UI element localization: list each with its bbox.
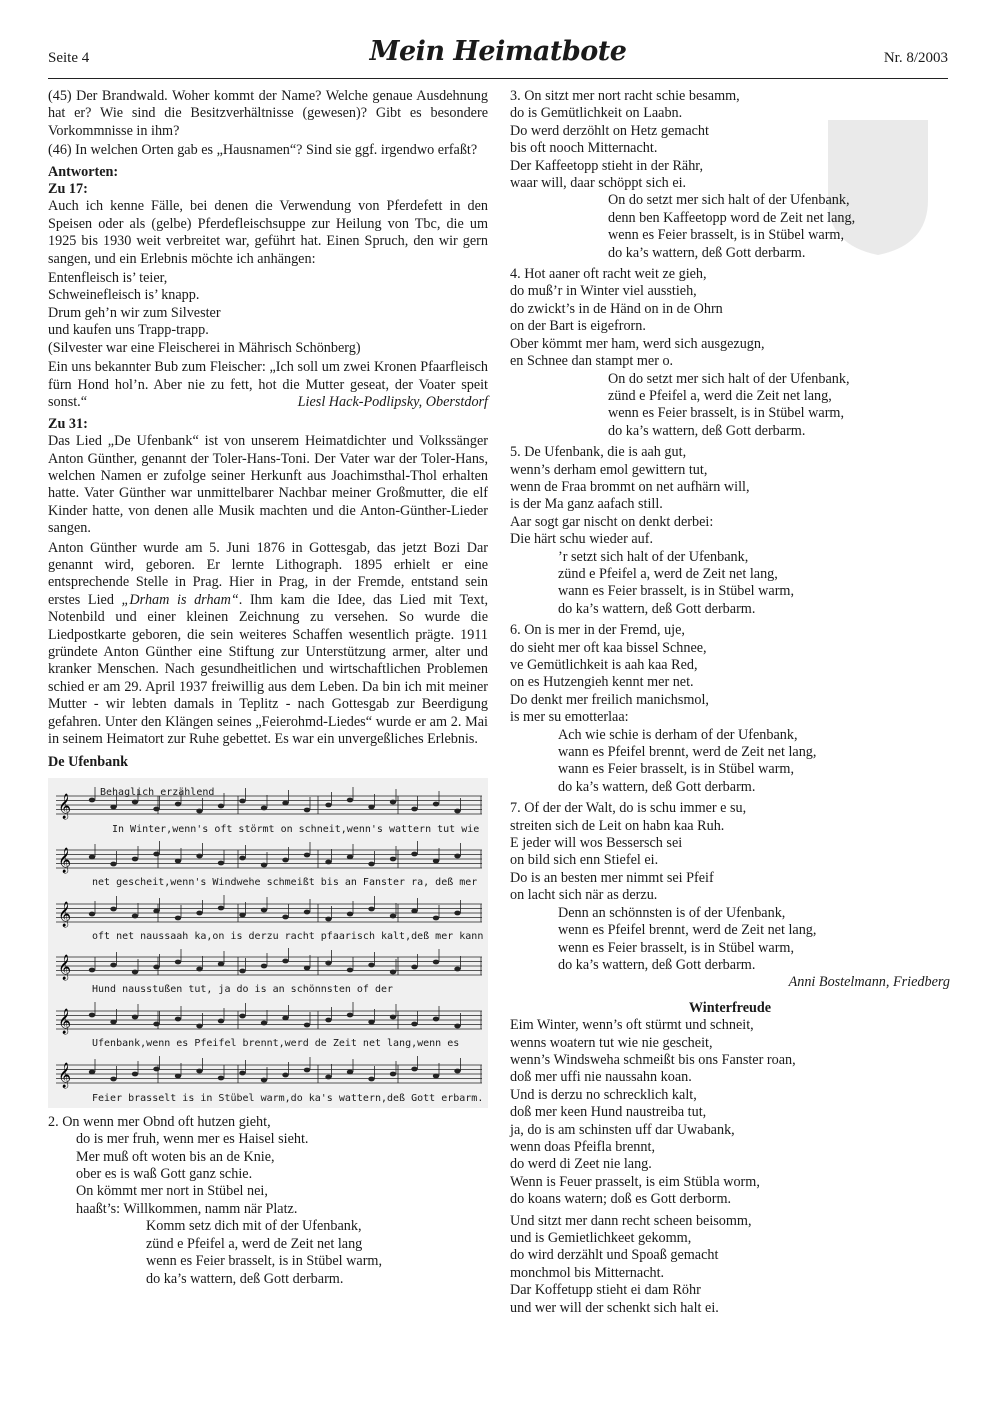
note-head	[325, 1074, 331, 1079]
verse-line: on bild sich enn Stiefel ei.	[510, 852, 659, 869]
note-head	[132, 856, 138, 861]
refrain-line: Denn an schönnsten is of der Ufenbank,	[558, 904, 786, 921]
winterfreude-title: Winterfreude	[688, 999, 772, 1016]
note-head	[110, 962, 116, 967]
issue-number: Nr. 8/2003	[883, 50, 948, 66]
verse-2	[48, 1114, 488, 1288]
note-head	[368, 906, 374, 911]
refrain-line: wenn es Feier brasselt, is in Stübel warm,	[146, 1253, 383, 1270]
refrain-line: do ka’s wattern, deß Gott derbarm.	[608, 422, 806, 439]
verse-line: Do is an besten mer nimmt sei Pfeif	[510, 869, 714, 886]
note-head	[132, 1071, 138, 1076]
note-head	[261, 1020, 267, 1025]
note-head	[132, 1014, 138, 1019]
poem-line: doß mer keen Hund naustreiba tut,	[510, 1104, 707, 1121]
note-head	[390, 1014, 396, 1019]
refrain-line: ’r setzt sich halt of der Ufenbank,	[558, 548, 749, 565]
note-head	[196, 808, 202, 813]
note-head	[89, 854, 95, 859]
refrain-line: do ka’s wattern, deß Gott derbarm.	[558, 778, 756, 795]
note-head	[282, 914, 288, 919]
note-head	[433, 801, 439, 806]
verse-line: 7. Of der der Walt, do is schu immer e su,	[510, 800, 747, 817]
note-head	[175, 915, 181, 920]
refrain-line: wann es Feier brasselt, is in Stübel warm,	[558, 583, 795, 600]
verse-line: Mer muß oft woten bis an de Knie,	[76, 1148, 275, 1165]
note-head	[411, 1021, 417, 1026]
verse-line: en Schnee dan stampt mer o.	[510, 353, 674, 370]
zu31-heading: Zu 31:	[48, 415, 88, 432]
page-number: Seite 4	[48, 50, 90, 66]
right-column	[510, 88, 950, 1317]
note-head	[390, 913, 396, 918]
note-head	[433, 915, 439, 920]
note-head	[454, 853, 460, 858]
note-head	[325, 916, 331, 921]
note-head	[239, 1013, 245, 1018]
note-head	[175, 858, 181, 863]
treble-clef-icon: 𝄞	[58, 793, 72, 819]
refrain-line: wenn es Feier brasselt, is in Stübel warm,	[608, 227, 845, 244]
verse-line: streiten sich de Leit on habn kaa Ruh.	[510, 817, 725, 834]
verse-line: Die härt schu wieder auf.	[510, 531, 653, 548]
left-column	[48, 88, 488, 1288]
note-head	[411, 964, 417, 969]
note-head	[282, 958, 288, 963]
verse-line: E jeder will wos Bessersch sei	[510, 835, 683, 852]
poem-line: Und is derzu no schrecklich kalt,	[510, 1086, 697, 1103]
note-head	[368, 962, 374, 967]
note-head	[196, 853, 202, 858]
note-head	[411, 851, 417, 856]
note-head	[433, 1016, 439, 1021]
verse-line: waar will, daar schöppt sich ei.	[510, 175, 687, 192]
zu31-text-a: Anton Günther wurde am 5. Juni 1876 in Gottesgab, das jetzt Bozi Dar genannt wird, geboren. Er lernte Lithograph. 1895 erhielt er eine entsprechende Stelle in Prag. Hier in Prag, in der Fremde, entstand sein erstes Lied	[48, 539, 488, 608]
show-through-crest	[818, 110, 938, 260]
lyric-line: Hund nausstußen tut, ja do is an schönnsten of der	[92, 983, 394, 995]
refrain-line: On do setzt mer sich halt of der Ufenbank,	[608, 192, 850, 209]
note-head	[218, 905, 224, 910]
note-head	[89, 797, 95, 802]
note-head	[218, 860, 224, 865]
poem-line: doß mer uffi nie naussahn koan.	[510, 1069, 692, 1086]
lyric-line: In Winter,wenn's oft störmt on schneit,wenn's wattern tut wie	[112, 823, 480, 835]
winterfreude-stanza-1	[510, 1017, 950, 1208]
note-head	[390, 799, 396, 804]
verse-line: Do werd derzöhlt on Hetz gemacht	[510, 122, 709, 139]
note-head	[390, 856, 396, 861]
refrain-line: wenn es Pfeifel brennt, werd de Zeit net lang,	[558, 922, 817, 939]
note-head	[175, 1016, 181, 1021]
question-46: (46) In welchen Orten gab es „Hausnamen“? Sind sie ggf. irgendwo erfaßt?	[48, 142, 478, 159]
note-head	[325, 859, 331, 864]
note-head	[411, 1066, 417, 1071]
note-head	[175, 801, 181, 806]
note-head	[454, 910, 460, 915]
answers-heading: Antworten:	[48, 163, 119, 180]
refrain-line: Ach wie schie is derham of der Ufenbank,	[558, 726, 798, 743]
zu31-paragraph-2	[48, 540, 488, 749]
note-head	[282, 800, 288, 805]
note-head	[347, 1069, 353, 1074]
refrain-line: wenn es Feier brasselt, is in Stübel warm,	[608, 405, 845, 422]
verse-4	[510, 266, 950, 440]
verse-line: haaßt’s: Willkommen, namm när Platz.	[76, 1200, 298, 1217]
saying-line: Schweinefleisch is’ knapp.	[48, 287, 200, 304]
note-head	[368, 861, 374, 866]
note-head	[390, 969, 396, 974]
note-head	[239, 912, 245, 917]
page-header	[48, 36, 948, 72]
saying-line: (Silvester war eine Fleischerei in Mährisch Schönberg)	[48, 339, 361, 356]
masthead-logo: Mein Heimatbote	[369, 36, 627, 67]
poem-line: do koans watern; doß es Gott derborm.	[510, 1191, 732, 1208]
treble-clef-icon: 𝄞	[58, 1062, 72, 1088]
verse-line: On kömmt mer nort in Stübel nei,	[76, 1183, 268, 1200]
note-head	[282, 1072, 288, 1077]
poem-line: wenns woatern tut wie nie gescheit,	[510, 1034, 713, 1051]
poem-line: Wenn is Feuer prasselt, is eim Stübla worm,	[510, 1173, 760, 1190]
note-head	[304, 965, 310, 970]
note-head	[282, 1015, 288, 1020]
verse-line: do muß’r in Winter viel ausstieh,	[510, 283, 697, 300]
verse-line: do zwickt’s in de Händ on in de Ohrn	[510, 300, 723, 317]
note-head	[325, 802, 331, 807]
note-head	[89, 1069, 95, 1074]
note-head	[261, 1077, 267, 1082]
poem-line: monchmol bis Mitternacht.	[510, 1264, 665, 1281]
verse-6	[510, 622, 950, 796]
refrain-line: do ka’s wattern, deß Gott derbarm.	[146, 1270, 344, 1287]
note-head	[454, 966, 460, 971]
note-head	[390, 1071, 396, 1076]
verse-line: ober es is waß Gott ganz schie.	[76, 1166, 253, 1183]
note-head	[153, 908, 159, 913]
saying-verse	[48, 270, 488, 357]
verse-line: do is mer fruh, wenn mer es Haisel sieht.	[76, 1131, 309, 1148]
header-rule	[48, 78, 948, 79]
verse-line: do sieht mer oft kaa bissel Schnee,	[510, 639, 707, 656]
poem-line: und is Gemietlichkeet gekomm,	[510, 1230, 692, 1246]
lyric-line: oft net naussaah ka,on is derzu racht pfaarisch kalt,deß mer kann	[92, 930, 484, 942]
verse-line: Ober kömmt mer ham, werd sich ausgezugn,	[510, 335, 765, 352]
note-head	[304, 852, 310, 857]
note-head	[368, 804, 374, 809]
note-head	[454, 1068, 460, 1073]
refrain-line: wann es Feier brasselt, is in Stübel warm,	[558, 761, 795, 778]
note-head	[347, 1012, 353, 1017]
treble-clef-icon: 𝄞	[58, 901, 72, 927]
note-head	[218, 1018, 224, 1023]
note-head	[304, 909, 310, 914]
note-head	[347, 797, 353, 802]
note-head	[153, 851, 159, 856]
verse-line: wenn de Fraa brommt on net aufhärn will,	[510, 478, 750, 495]
zu17-heading: Zu 17:	[48, 181, 88, 198]
poem-line: ja, do is am schinsten uff dar Uwabank,	[510, 1121, 735, 1138]
lyric-line: Feier brasselt is in Stübel warm,do ka's wattern,deß Gott erbarm.	[92, 1092, 484, 1104]
refrain-line: zünd e Pfeifel a, werd die Zeit net lang,	[608, 387, 832, 404]
refrain-line: wenn es Feier brasselt, is in Stübel warm,	[558, 939, 795, 956]
note-head	[368, 1076, 374, 1081]
note-head	[218, 803, 224, 808]
anecdote-text: Ein uns bekannter Bub zum Fleischer: „Ich soll um zwei Kronen Pfaarfleisch fürn Hond hol’n. Aber nie zu fett, hot die Mutter geseat, der Voater speit sonst.“	[48, 359, 488, 410]
note-head	[239, 968, 245, 973]
zu31-text-b: . Ihm kam die Idee, das Lied mit Text, Notenbild und einer kleinen Zeichnung zu versehen. So wurde die Liedpostkarte geboren, die sein weiteres Schaffen wesentlich prägte. 1911 gründete Anton Günther eine Stiftung zur Unterstützung armer, alter und kranker Menschen. Nach gesundheitlichen und wirtschaftlichen Problemen schied er am 29. April 1937 freiwillig aus dem Leben. Da bin ich mit meiner Mutter - wir lebten damals in Teplitz - nach Gottesgab zur Beerdigung gefahren. Unter den Klängen seines „Feierohmd-Liedes“ wurde er am 2. Mai in seinem Heimatort zur Ruhe gebettet. Es war ein unvergeßliches Erlebnis.	[48, 591, 488, 748]
verse-line: 2. On wenn mer Obnd oft hutzen gieht,	[48, 1113, 271, 1130]
note-head	[153, 964, 159, 969]
refrain-line: zünd e Pfeifel a, werd de Zeit net lang,	[558, 565, 778, 582]
note-head	[454, 808, 460, 813]
note-head	[454, 1023, 460, 1028]
verse-line: ve Gemütlichkeit is aah kaa Red,	[510, 657, 698, 673]
note-head	[239, 1070, 245, 1075]
tempo-marking: Behaglich erzählend	[100, 786, 215, 798]
treble-clef-icon: 𝄞	[58, 847, 72, 873]
poem-line: wenn doas Pfeifla brennt,	[510, 1138, 655, 1155]
note-head	[261, 862, 267, 867]
lyric-line: net gescheit,wenn's Windwehe schmeißt bis an Fanster ra, deß mer	[92, 876, 478, 888]
verse-line: Der Kaffeetopp stieht in der Rähr,	[510, 157, 703, 174]
verse-line: Do denkt mer freilich manichsmol,	[510, 691, 709, 708]
verse-7	[510, 800, 950, 974]
poem-line: Eim Winter, wenn’s oft stürmt und schneit,	[510, 1017, 754, 1034]
note-head	[433, 959, 439, 964]
note-head	[282, 857, 288, 862]
refrain-line: do ka’s wattern, deß Gott derbarm.	[558, 956, 756, 973]
note-head	[368, 1019, 374, 1024]
note-head	[196, 910, 202, 915]
winterfreude-stanza-2	[510, 1213, 950, 1317]
note-head	[89, 967, 95, 972]
zu31-paragraph-1: Das Lied „De Ufenbank“ ist von unserem Heimatdichter und Volkssänger Anton Günther, genannt der Toler-Hans-Toni. Der Vater war der Toler-Hans, welchen Namen er zufolge seiner Herkunft aus Joachimsthal-Thol erhalten hatte. Vater Günther war unmittelbarer Nachbar meiner Großmutter, die elf Kinder hatte, von denen alle Musik machten und die Anton-Günther-Lieder sangen.	[48, 433, 488, 537]
song-title: De Ufenbank	[48, 754, 129, 771]
anecdote-author: Liesl Hack-Podlipsky, Oberstdorf	[297, 394, 488, 411]
note-head	[110, 804, 116, 809]
verse-line: on der Bart is eigefrorn.	[510, 318, 646, 335]
note-head	[218, 961, 224, 966]
refrain-line: wann es Pfeifel brennt, werd de Zeit net lang,	[558, 744, 817, 761]
note-head	[218, 1075, 224, 1080]
poem-line: und wer will der schenkt sich halt ei.	[510, 1299, 719, 1316]
note-head	[347, 911, 353, 916]
note-head	[153, 1066, 159, 1071]
treble-clef-icon: 𝄞	[58, 954, 72, 980]
note-head	[261, 805, 267, 810]
question-45: (45) Der Brandwald. Woher kommt der Name? Welche genaue Ausdehnung hat er? Wie sind die Besitzverhältnisse (gewesen)? Gibt es besondere Vorkommnisse in ihm?	[48, 88, 488, 139]
note-head	[153, 1021, 159, 1026]
verse-line: is mer su emotterlaa:	[510, 709, 629, 726]
poem-line: do wird derzählt und Spoaß gemacht	[510, 1247, 719, 1264]
sheet-music	[48, 778, 488, 1108]
poem-line: Dar Koffetupp stieht ei dam Röhr	[510, 1282, 701, 1299]
refrain-line: denn ben Kaffeetopp word de Zeit net lang,	[608, 209, 856, 226]
note-head	[153, 806, 159, 811]
note-head	[239, 798, 245, 803]
note-head	[433, 1073, 439, 1078]
saying-line: Drum geh’n wir zum Silvester	[48, 304, 221, 321]
refrain-line: do ka’s wattern, deß Gott derbarm.	[608, 244, 806, 261]
note-head	[411, 908, 417, 913]
note-head	[325, 1017, 331, 1022]
verse-line: on lacht sich när as derzu.	[510, 887, 658, 904]
verse-line: Aar sogt gar nischt on denkt derbei:	[510, 513, 714, 530]
note-head	[175, 1073, 181, 1078]
note-head	[196, 1023, 202, 1028]
saying-line: und kaufen uns Trapp-trapp.	[48, 322, 209, 339]
note-head	[239, 855, 245, 860]
verse-line: 4. Hot aaner oft racht weit ze gieh,	[510, 266, 707, 283]
note-head	[325, 960, 331, 965]
note-head	[89, 911, 95, 916]
refrain-line: On do setzt mer sich halt of der Ufenbank,	[608, 370, 850, 387]
note-head	[433, 858, 439, 863]
poem-line: Und sitzt mer dann recht scheen beisomm,	[510, 1212, 752, 1229]
lyric-line: Ufenbank,wenn es Pfeifel brennt,werd de Zeit net lang,wenn es	[92, 1037, 460, 1049]
verse-line: 5. De Ufenbank, die is aah gut,	[510, 444, 687, 461]
note-head	[304, 807, 310, 812]
verse-line: on es Hutzengieh kennt mer net.	[510, 674, 694, 691]
note-head	[304, 1022, 310, 1027]
zu17-text: Auch ich kenne Fälle, bei denen die Verwendung von Pferdefett in den Speisen oder als (gelbe) Pferdefleischsuppe zur Heilung von Tbc, die um 1925 bis 1930 weit verbreitet war, geführt hat. Einen Spruch, den wir gern sangen, und ein Erlebnis möchte ich anhängen:	[48, 198, 488, 267]
verse-line: 3. On sitzt mer nort racht schie besamm,	[510, 88, 740, 104]
song-title-inline: „Drham is drham“	[121, 591, 239, 608]
verse-line: is der Ma ganz aafach still.	[510, 496, 663, 513]
note-head	[261, 907, 267, 912]
verse-line: bis oft nooch Mitternacht.	[510, 140, 658, 157]
refrain-line: zünd e Pfeifel a, werd de Zeit net lang	[146, 1235, 363, 1252]
verse-line: 6. On is mer in der Fremd, uje,	[510, 622, 685, 639]
verse-line: do is Gemütlichkeit on Laabn.	[510, 105, 683, 122]
verse-5	[510, 444, 950, 618]
note-head	[261, 963, 267, 968]
note-head	[110, 1019, 116, 1024]
note-head	[347, 854, 353, 859]
note-head	[110, 861, 116, 866]
poem-line: wenn’s Windsweha schmeißt bis ons Fanster roan,	[510, 1051, 796, 1068]
verse-line: wenn’s derham emol gewittern tut,	[510, 461, 708, 478]
note-head	[196, 1068, 202, 1073]
song-author: Anni Bostelmann, Friedberg	[788, 974, 950, 991]
note-head	[132, 913, 138, 918]
treble-clef-icon: 𝄞	[58, 1008, 72, 1034]
note-head	[89, 1012, 95, 1017]
note-head	[196, 966, 202, 971]
note-head	[175, 959, 181, 964]
note-head	[304, 1067, 310, 1072]
note-head	[132, 969, 138, 974]
poem-line: do werd di Zeet nie lang.	[510, 1156, 652, 1173]
note-head	[347, 967, 353, 972]
note-head	[110, 906, 116, 911]
saying-line: Entenfleisch is’ teier,	[48, 270, 168, 287]
note-head	[110, 1076, 116, 1081]
refrain-line: Komm setz dich mit of der Ufenbank,	[146, 1218, 362, 1235]
note-head	[411, 806, 417, 811]
refrain-line: do ka’s wattern, deß Gott derbarm.	[558, 600, 756, 617]
